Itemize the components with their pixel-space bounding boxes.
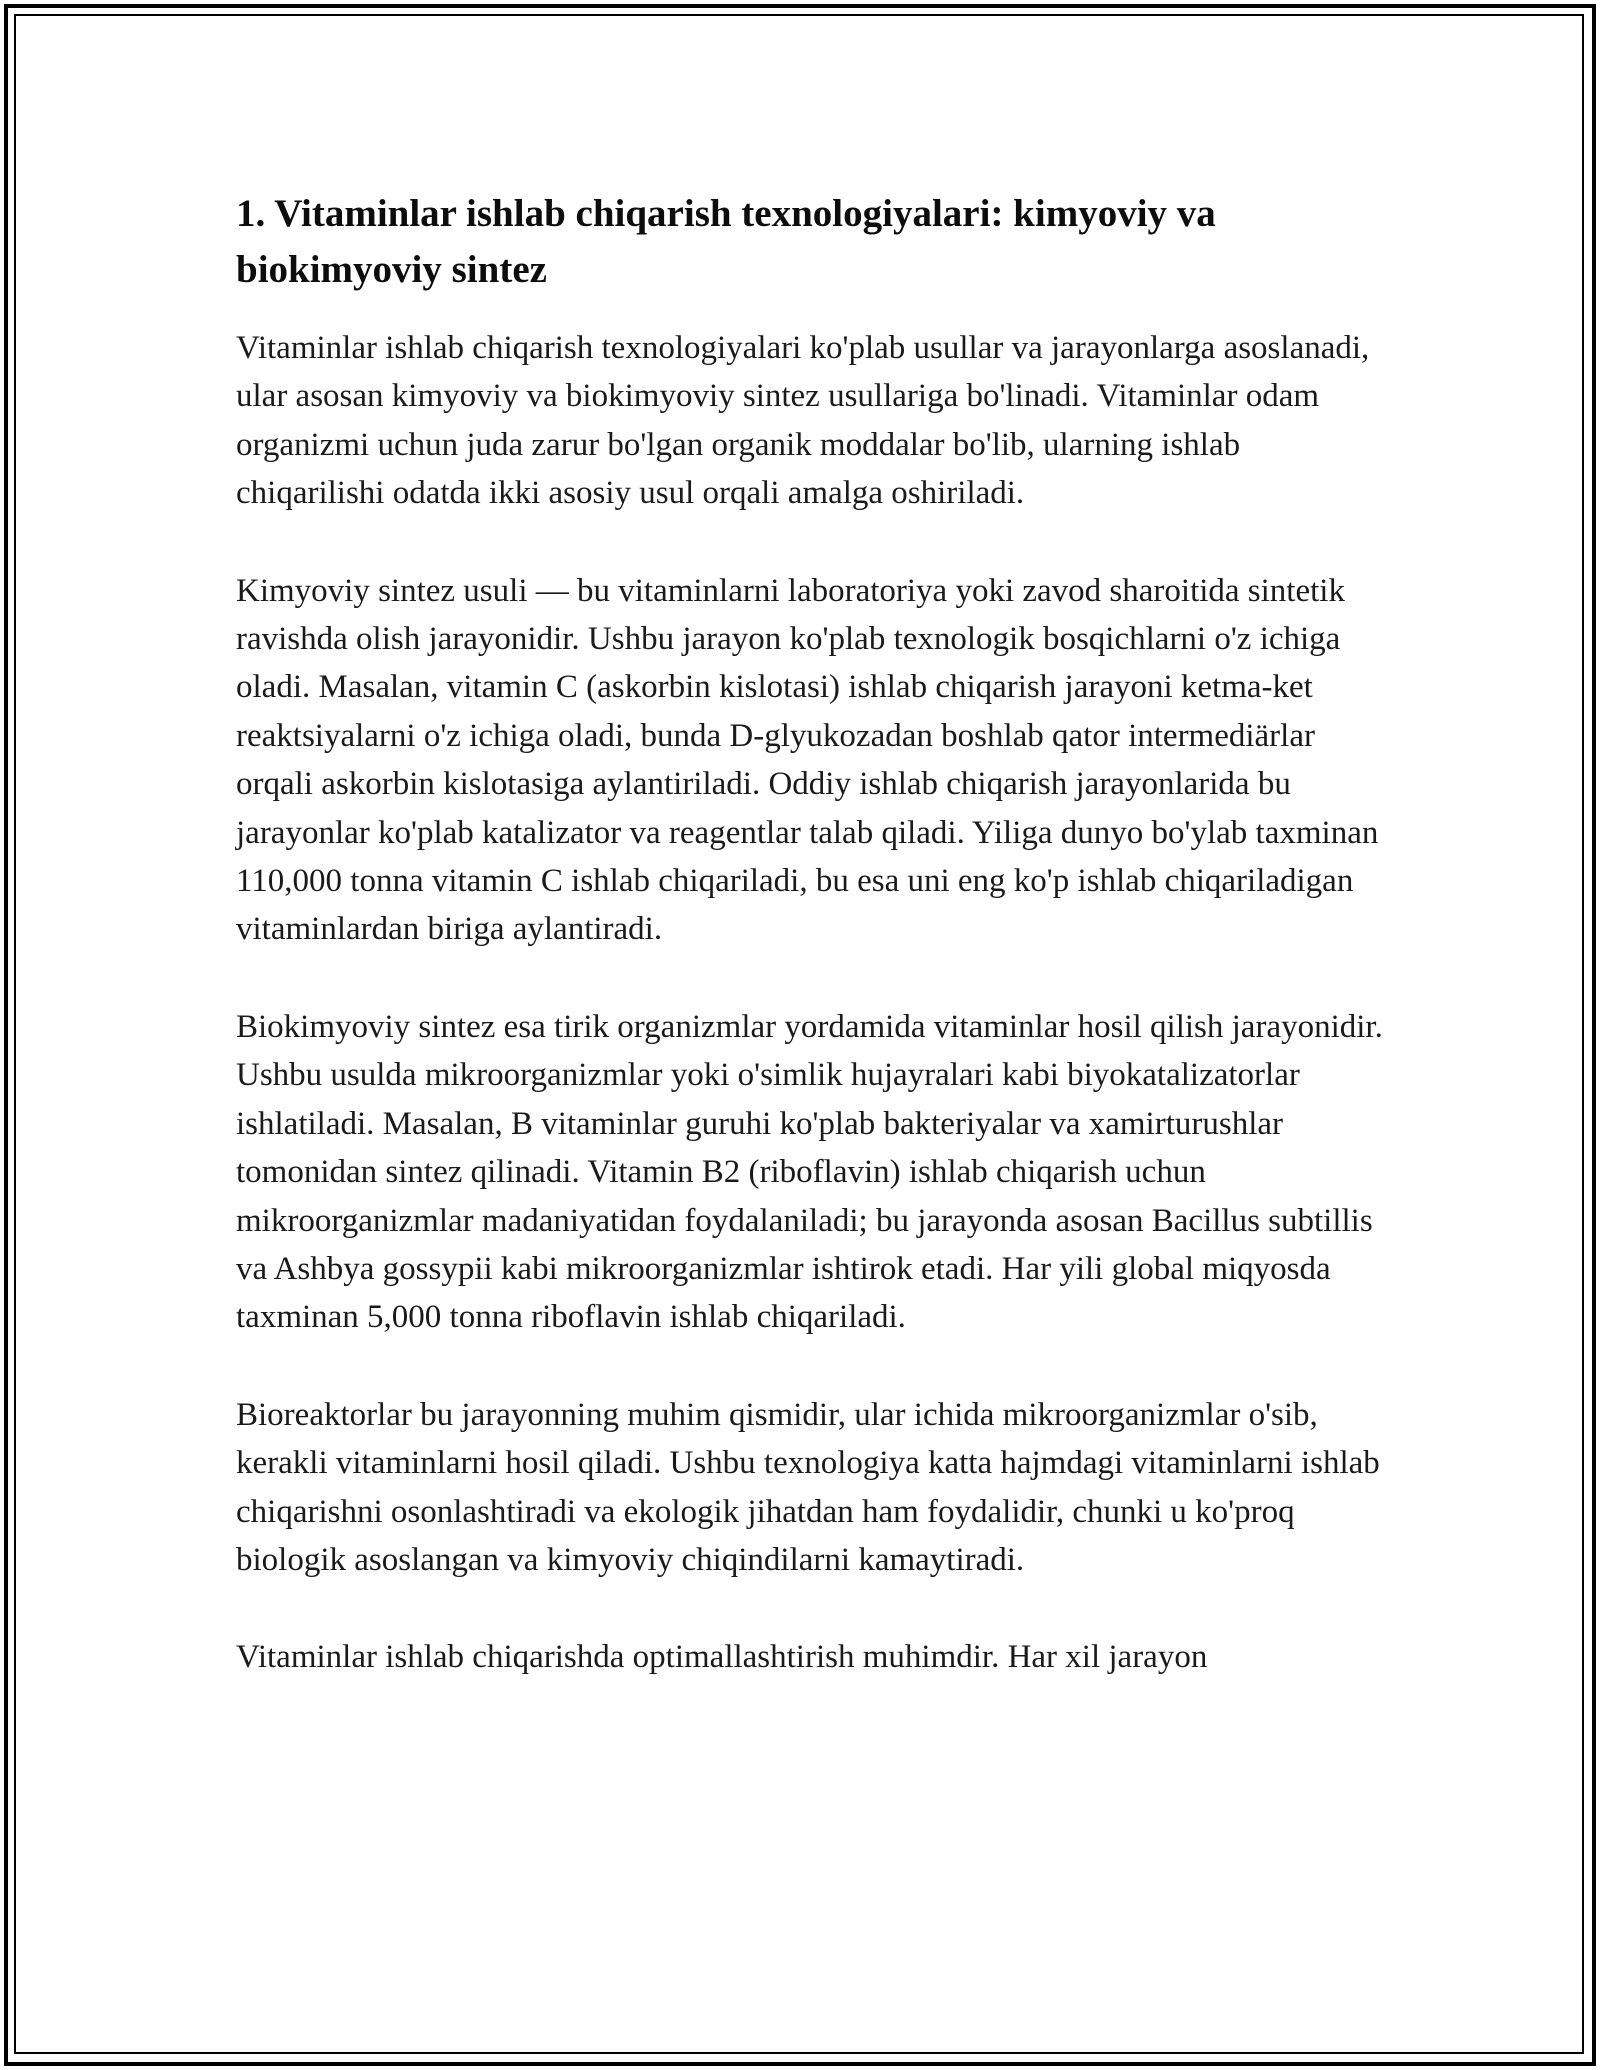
paragraph-optimization: Vitaminlar ishlab chiqarishda optimallashtirish muhimdir. Har xil jarayon <box>236 1639 1208 1676</box>
paragraph-biochemical-synthesis: Biokimyoviy sintez esa tirik organizmlar yordamida vitaminlar hosil qilish jarayonidir. Ushbu usulda mikroorganizmlar yoki o'simlik hujayralari kabi biyokatalizatorlar ishlatiladi. Masalan, B vitaminlar guruhi ko'plab bakteriyalar va xamirturushlar tomonidan sintez qilinadi. Vitamin B2 (riboflavin) ishlab chiqarish uchun mikroorganizmlar madaniyatidan foydalaniladi; bu jarayonda asosan Bacillus subtillis va Ashbya gossypii kabi mikroorganizmlar ishtirok etadi. Har yili global miqyosda taxminan 5,000 tonna riboflavin ishlab chiqariladi. <box>236 1008 1383 1336</box>
paragraph-intro: Vitaminlar ishlab chiqarish texnologiyalari ko'plab usullar va jarayonlarga asoslanadi, ular asosan kimyoviy va biokimyoviy sintez usullariga bo'linadi. Vitaminlar odam organizmi uchun juda zarur bo'lgan organik moddalar bo'lib, ularning ishlab chiqarilishi odatda ikki asosiy usul orqali amalga oshiriladi. <box>236 330 1370 512</box>
paragraph-bioreactors: Bioreaktorlar bu jarayonning muhim qismidir, ular ichida mikroorganizmlar o'sib, kerakli vitaminlarni hosil qiladi. Ushbu texnologiya katta hajmdagi vitaminlarni ishlab chiqarishni osonlashtiradi va ekologik jihatdan ham foydalidir, chunki u ko'proq biologik asoslangan va kimyoviy chiqindilarni kamaytiradi. <box>236 1396 1380 1578</box>
paragraph-chemical-synthesis: Kimyoviy sintez usuli — bu vitaminlarni laboratoriya yoki zavod sharoitida sintetik ravishda olish jarayonidir. Ushbu jarayon ko'plab texnologik bosqichlarni o'z ichiga oladi. Masalan, vitamin C (askorbin kislotasi) ishlab chiqarish jarayoni ketma-ket reaktsiyalarni o'z ichiga oladi, bunda D-glyukozadan boshlab qator intermediärlar orqali askorbin kislotasiga aylantiriladi. Oddiy ishlab chiqarish jarayonlarida bu jarayonlar ko'plab katalizator va reagentlar talab qiladi. Yiliga dunyo bo'ylab taxminan 110,000 tonna vitamin C ishlab chiqariladi, bu esa uni eng ko'p ishlab chiqariladigan vitaminlardan biriga aylantiradi. <box>236 572 1379 948</box>
document-body <box>236 186 1386 1731</box>
section-heading: 1. Vitaminlar ishlab chiqarish texnologiyalari: kimyoviy va biokimyoviy sintez <box>236 192 1216 291</box>
